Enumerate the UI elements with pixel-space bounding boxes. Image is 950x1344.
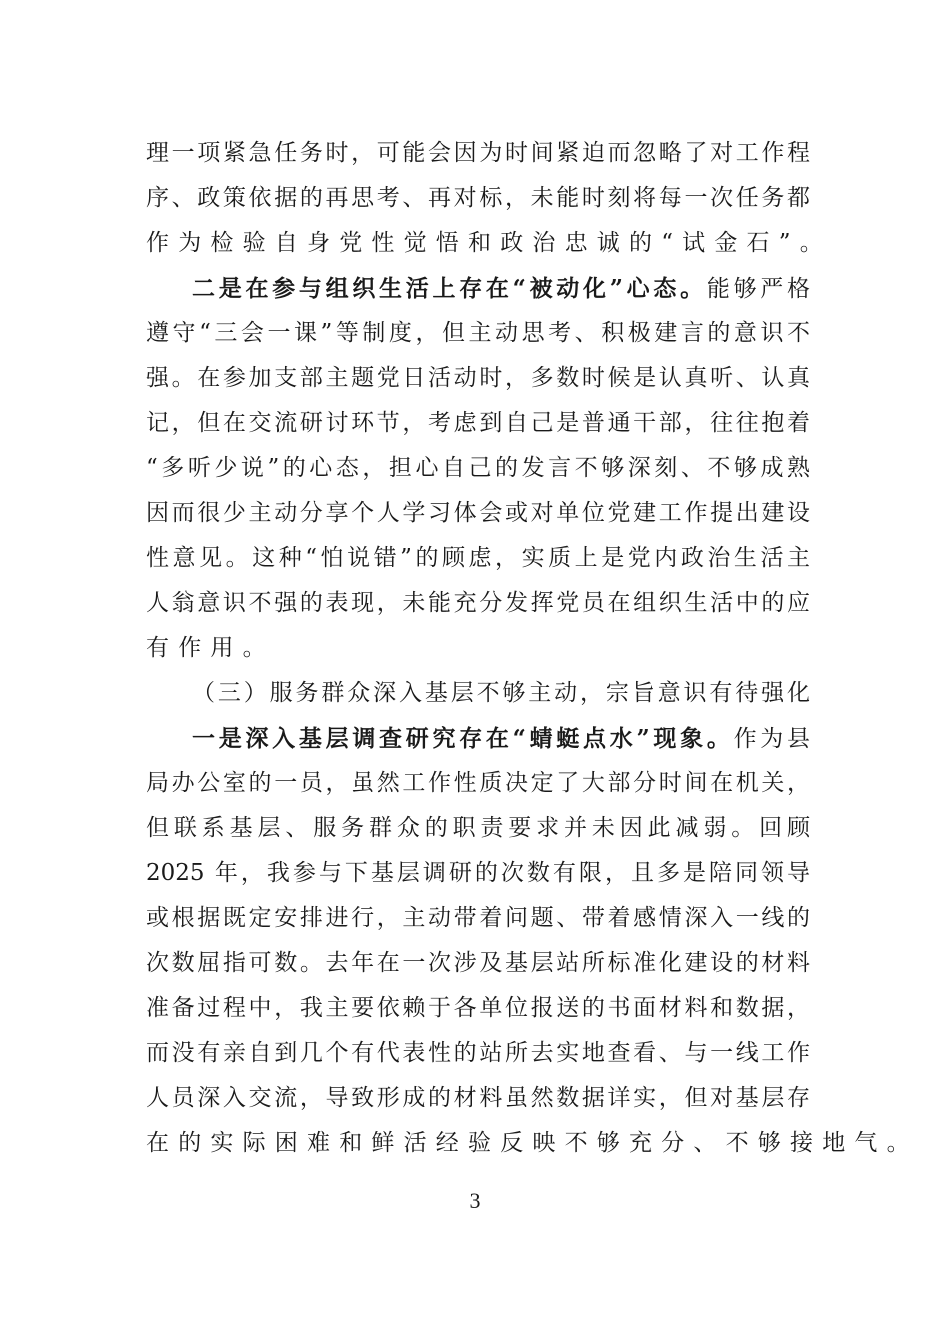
text-line xyxy=(146,716,810,761)
body-text: 局办公室的一员，虽然工作性质决定了大部分时间在机关， xyxy=(146,770,810,796)
text-line xyxy=(146,761,810,806)
text-line xyxy=(146,446,810,491)
body-text: “多听少说”的心态，担心自己的发言不够深刻、不够成熟 xyxy=(146,455,810,481)
text-line xyxy=(146,626,810,671)
text-line xyxy=(146,311,810,356)
body-text: 序、政策依据的再思考、再对标，未能时刻将每一次任务都 xyxy=(146,185,810,211)
body-text: 强。在参加支部主题党日活动时，多数时候是认真听、认真 xyxy=(146,365,810,391)
bold-heading-text: 二是在参与组织生活上存在“被动化”心态。 xyxy=(192,275,707,302)
body-text: 人员深入交流，导致形成的材料虽然数据详实，但对基层存 xyxy=(146,1085,810,1111)
body-text: 但联系基层、服务群众的职责要求并未因此减弱。回顾 xyxy=(146,815,810,841)
body-text: 因而很少主动分享个人学习体会或对单位党建工作提出建设 xyxy=(146,500,810,526)
text-line xyxy=(146,941,810,986)
text-line xyxy=(146,896,810,941)
text-line xyxy=(146,671,810,716)
body-text: 人翁意识不强的表现，未能充分发挥党员在组织生活中的应 xyxy=(146,590,810,616)
text-line xyxy=(146,806,810,851)
body-text: 遵守“三会一课”等制度，但主动思考、积极建言的意识不 xyxy=(146,320,810,346)
text-line xyxy=(146,1031,810,1076)
body-text: 理一项紧急任务时，可能会因为时间紧迫而忽略了对工作程 xyxy=(146,140,810,166)
body-text: 而没有亲自到几个有代表性的站所去实地查看、与一线工作 xyxy=(146,1040,810,1066)
text-line xyxy=(146,1076,810,1121)
text-line xyxy=(146,356,810,401)
text-line xyxy=(146,536,810,581)
body-text: 能够严格 xyxy=(706,276,810,302)
page-number: 3 xyxy=(469,1188,481,1213)
body-text: 2025 年，我参与下基层调研的次数有限，且多是陪同领导 xyxy=(146,860,810,886)
text-line xyxy=(146,131,810,176)
text-line xyxy=(146,221,832,266)
text-line xyxy=(146,1121,919,1166)
body-text: 记，但在交流研讨环节，考虑到自己是普通干部，往往抱着 xyxy=(146,410,810,436)
text-line xyxy=(146,401,810,446)
bold-heading-text: 一是深入基层调查研究存在“蜻蜓点水”现象。 xyxy=(192,725,734,752)
text-line xyxy=(146,266,810,311)
text-line xyxy=(146,491,810,536)
text-line xyxy=(146,176,810,221)
body-text: 有作用。 xyxy=(146,635,275,661)
body-text: 次数屈指可数。去年在一次涉及基层站所标准化建设的材料 xyxy=(146,950,810,976)
body-text: 性意见。这种“怕说错”的顾虑，实质上是党内政治生活主 xyxy=(146,545,810,571)
body-text: 或根据既定安排进行，主动带着问题、带着感情深入一线的 xyxy=(146,905,810,931)
text-line xyxy=(146,581,810,626)
body-text: 作为县 xyxy=(733,726,810,752)
document-body xyxy=(146,131,919,1166)
body-text: （三）服务群众深入基层不够主动，宗旨意识有待强化 xyxy=(192,680,810,706)
body-text: 作为检验自身党性觉悟和政治忠诚的“试金石”。 xyxy=(146,230,832,256)
text-line xyxy=(146,851,810,896)
body-text: 准备过程中，我主要依赖于各单位报送的书面材料和数据， xyxy=(146,995,810,1021)
body-text: 在的实际困难和鲜活经验反映不够充分、不够接地气。 xyxy=(146,1130,919,1156)
text-line xyxy=(146,986,810,1031)
